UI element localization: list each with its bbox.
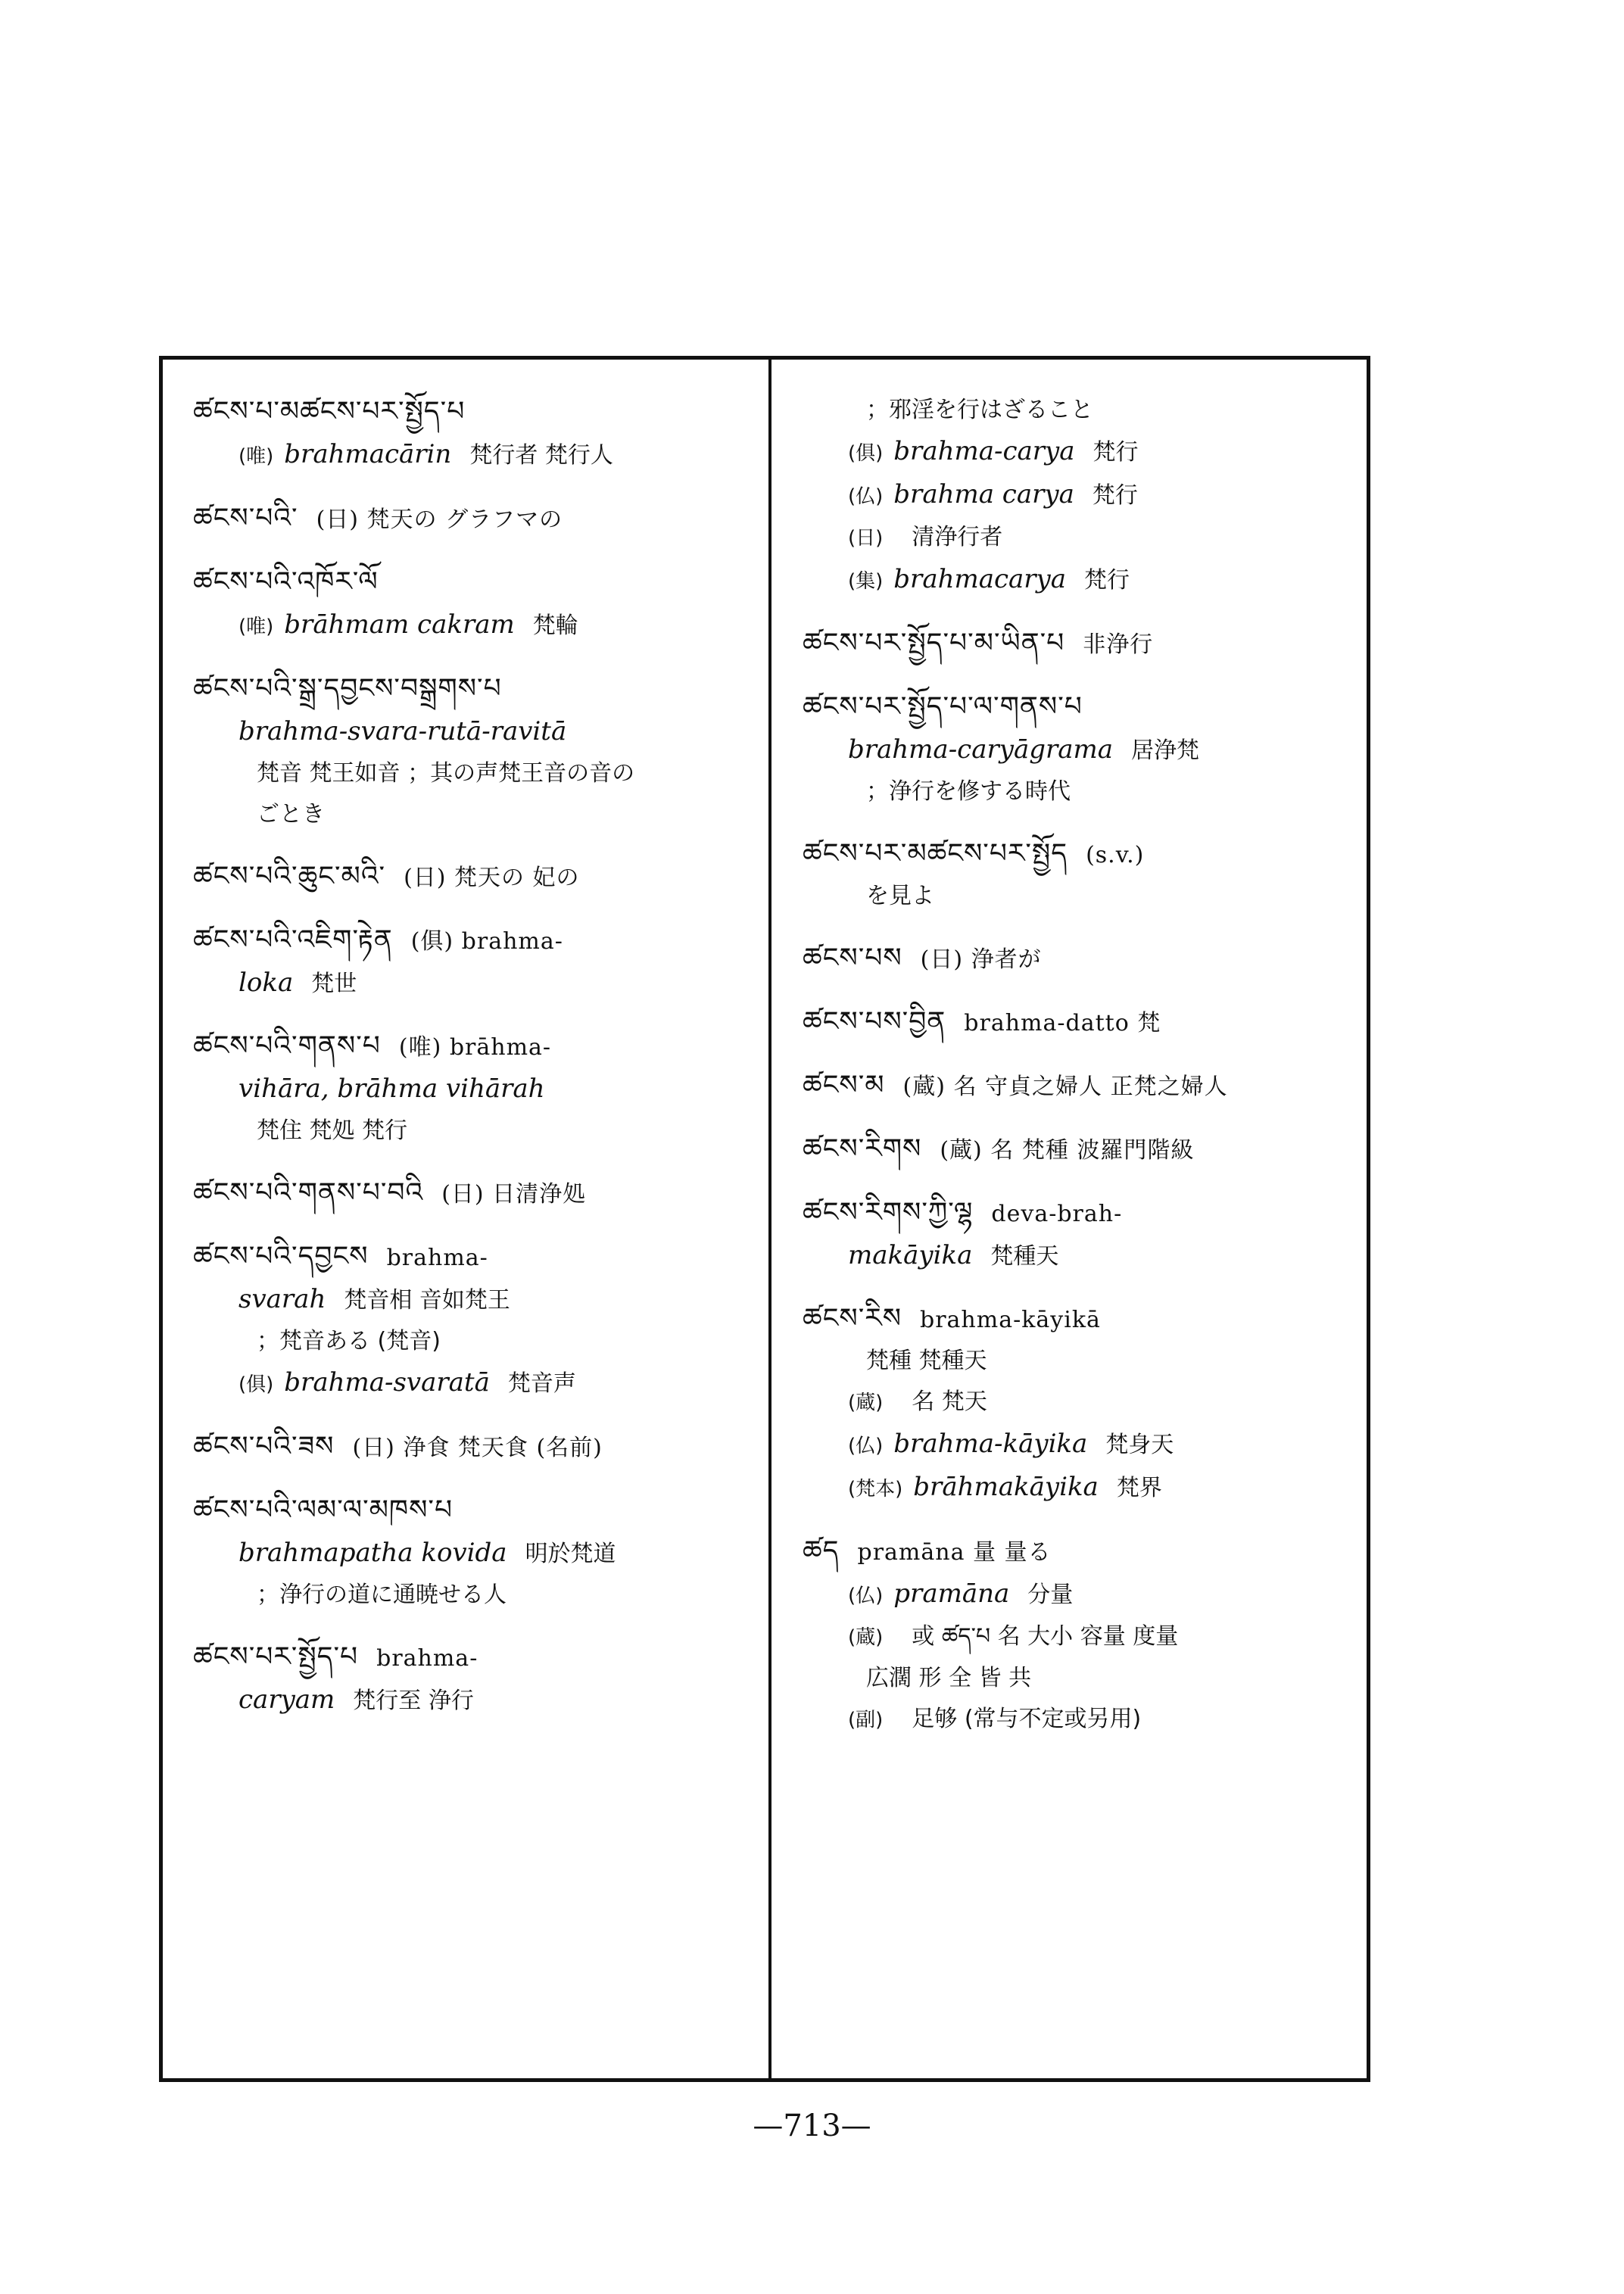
japanese-gloss: 梵音 梵王如音 ；其の声梵王音の音の (257, 760, 635, 787)
definition-line (193, 1679, 768, 1722)
definition-line (803, 1616, 1378, 1658)
definition-line (193, 1068, 768, 1111)
entry-headword-line (193, 560, 768, 604)
left-column (193, 390, 768, 1741)
headword-gloss: pramāna 量 量る (857, 1539, 1052, 1566)
headword-gloss: (蔵) 名 梵種 波羅門階級 (940, 1137, 1195, 1164)
entry-headword-line (803, 1127, 1378, 1171)
entry-headword-line (193, 390, 768, 434)
japanese-gloss: 梵種 梵種天 (866, 1348, 987, 1374)
dictionary-entry (193, 918, 768, 1005)
definition-line (803, 1573, 1378, 1616)
headword-gloss: deva-brah- (991, 1201, 1123, 1227)
sanskrit-term: brahmapatha kovida (238, 1538, 507, 1568)
sanskrit-term: brahma-svara-rutā-ravitā (238, 716, 567, 746)
headword-gloss: brahma- (386, 1245, 488, 1271)
definition-line (803, 1699, 1378, 1741)
tibetan-headword: ཚངས་པའི་འཁོར་ལོ (193, 566, 379, 597)
sanskrit-term: makāyika (848, 1240, 973, 1270)
sanskrit-term: brahmacārin (284, 439, 452, 469)
dictionary-entry (803, 832, 1378, 917)
headword-gloss: (日) 浄食 梵天食 (名前) (352, 1435, 603, 1461)
headword-gloss: (日) 梵天の 妃の (404, 865, 580, 891)
definition-line (803, 1658, 1378, 1699)
headword-gloss: (俱) brahma- (410, 928, 563, 955)
entry-headword-line (803, 937, 1378, 980)
tibetan-headword: ཚངས་པའི་དབྱངས (193, 1241, 369, 1272)
japanese-gloss: ；梵音ある (梵音) (257, 1328, 441, 1354)
source-tag: (俱) (238, 1373, 274, 1396)
definition-line (193, 1532, 768, 1575)
headword-gloss: brahma-kāyikā (920, 1307, 1101, 1333)
entry-headword-line (803, 1297, 1378, 1341)
dictionary-entry (803, 1191, 1378, 1277)
dictionary-entry (193, 1635, 768, 1722)
sanskrit-term: caryam (238, 1685, 335, 1715)
dictionary-entry (193, 560, 768, 647)
entry-headword-line (803, 685, 1378, 729)
definition-line (803, 1382, 1378, 1423)
dictionary-entry (193, 1171, 768, 1215)
headword-gloss: (s.v.) (1086, 842, 1145, 868)
tibetan-headword: ཚངས་པའི་ (193, 503, 298, 534)
tibetan-headword: ཚངས་པར་མཚངས་པར་སྤྱོད (803, 838, 1068, 869)
entry-headword-line (193, 1024, 768, 1068)
definition-line (803, 517, 1378, 559)
japanese-gloss: ；浄行の道に通暁せる人 (257, 1582, 507, 1608)
column-divider (768, 360, 771, 2078)
source-tag: (仏) (848, 1585, 884, 1607)
headword-gloss: (唯) brāhma- (398, 1034, 552, 1061)
japanese-gloss: ごとき (257, 801, 325, 828)
dictionary-entry (803, 1000, 1378, 1044)
sanskrit-term: brāhmam cakram (284, 609, 515, 640)
dictionary-entry (193, 1235, 768, 1405)
entry-headword-line (193, 1425, 768, 1469)
definition-line (193, 1362, 768, 1405)
dictionary-entry (193, 1425, 768, 1469)
tibetan-headword: ཚངས་རིས (803, 1303, 902, 1334)
tibetan-headword: ཚངས་པའི་གནས་པ (193, 1030, 381, 1061)
dictionary-entry (193, 497, 768, 541)
sanskrit-term: pramāna (893, 1579, 1010, 1609)
dictionary-entry (803, 937, 1378, 980)
sanskrit-term: brahma-carya (893, 436, 1075, 466)
japanese-gloss: 梵行至 浄行 (353, 1688, 474, 1714)
definition-line (803, 474, 1378, 517)
japanese-gloss: 梵界 (1116, 1475, 1162, 1501)
japanese-gloss: 広濶 形 全 皆 共 (866, 1665, 1032, 1691)
entry-headword-line (193, 855, 768, 899)
dictionary-entry (803, 1529, 1378, 1741)
definition-line (193, 1279, 768, 1321)
entry-headword-line (803, 1064, 1378, 1108)
source-tag: (仏) (848, 1435, 884, 1457)
sanskrit-term: loka (238, 968, 294, 998)
tibetan-headword: ཚངས་པའི་ཆུང་མའི་ (193, 861, 386, 892)
right-column (803, 390, 1378, 1760)
japanese-gloss: ；邪淫を行はざること (866, 397, 1093, 423)
definition-line (803, 729, 1378, 771)
definition-line (803, 431, 1378, 474)
dictionary-entry (193, 1024, 768, 1152)
definition-line (803, 1235, 1378, 1277)
japanese-gloss: 居浄梵 (1131, 737, 1200, 764)
tibetan-headword: ཚངས་པར་སྤྱོད་པ་ལ་གནས་པ (803, 691, 1083, 722)
headword-gloss: (日) 日清浄処 (441, 1181, 587, 1208)
japanese-gloss: 梵世 (311, 971, 357, 997)
sanskrit-term: brahma-caryāgrama (848, 734, 1114, 765)
tibetan-headword: ཚངས་པས་བྱིན (803, 1006, 946, 1037)
tibetan-headword: ཚངས་པ་མཚངས་པར་སྤྱོད་པ (193, 396, 466, 427)
entry-headword-line (803, 622, 1378, 665)
source-tag: (仏) (848, 485, 884, 508)
source-tag: (日) (848, 527, 884, 550)
tibetan-headword: ཚངས་པས (803, 943, 902, 974)
headword-gloss: brahma-datto 梵 (964, 1010, 1161, 1036)
dictionary-entry (803, 1127, 1378, 1171)
japanese-gloss: ；浄行を修する時代 (866, 778, 1071, 805)
japanese-gloss: 梵身天 (1105, 1432, 1174, 1458)
dictionary-entry (803, 622, 1378, 665)
dictionary-entry (193, 667, 768, 835)
japanese-gloss: 清浄行者 (912, 524, 1003, 550)
entry-headword-line (803, 1529, 1378, 1573)
definition-line (193, 962, 768, 1005)
dictionary-entry (803, 685, 1378, 812)
japanese-gloss: 梵住 梵処 梵行 (257, 1117, 408, 1144)
definition-line (193, 604, 768, 647)
japanese-gloss: 明於梵道 (525, 1541, 616, 1567)
tibetan-headword: ཚངས་རིགས་ཀྱི་ལྷ (803, 1197, 974, 1228)
headword-gloss: (日) 梵天の グラフマの (316, 506, 563, 533)
japanese-gloss: を見よ (866, 883, 934, 909)
entry-headword-line (803, 1000, 1378, 1044)
tibetan-headword: ཚངས་པའི་ལམ་ལ་མཁས་པ (193, 1495, 454, 1526)
source-tag: (蔵) (848, 1626, 884, 1649)
dictionary-entry (193, 855, 768, 899)
tibetan-headword: ཚངས་པའི་ཟས (193, 1431, 335, 1462)
entry-headword-line (193, 1488, 768, 1532)
japanese-gloss: 梵行 (1093, 439, 1139, 466)
dictionary-entry (803, 1297, 1378, 1510)
japanese-gloss: 名 梵天 (912, 1389, 987, 1415)
dictionary-entry (193, 1488, 768, 1616)
dictionary-entry (803, 390, 1378, 602)
entry-headword-line (193, 1635, 768, 1679)
entry-headword-line (193, 918, 768, 962)
tibetan-headword: ཚངས་རིགས (803, 1133, 922, 1164)
sanskrit-term: brahma-svaratā (284, 1367, 490, 1398)
definition-line (803, 1466, 1378, 1510)
definition-line (193, 711, 768, 753)
definition-line (193, 1321, 768, 1362)
page-number: —713— (753, 2109, 871, 2143)
definition-line (193, 753, 768, 794)
headword-gloss: 非浄行 (1083, 631, 1154, 658)
source-tag: (唯) (238, 616, 274, 638)
japanese-gloss: 或 ཚད་པ 名 大小 容量 度量 (912, 1623, 1179, 1650)
definition-line (193, 794, 768, 835)
source-tag: (俱) (848, 442, 884, 465)
tibetan-headword: ཚངས་པའི་སྒྲ་དབྱངས་བསྒྲགས་པ (193, 673, 502, 704)
tibetan-headword: ཚངས་པའི་འཇིག་རྟེན (193, 924, 393, 955)
entry-headword-line (193, 1171, 768, 1215)
source-tag: (副) (848, 1709, 884, 1731)
tibetan-headword: ཚངས་པའི་གནས་པ་བའི (193, 1177, 424, 1208)
headword-gloss: brahma- (376, 1645, 478, 1672)
source-tag: (集) (848, 570, 884, 593)
sanskrit-term: vihāra, brāhma vihārah (238, 1074, 545, 1104)
definition-line (193, 434, 768, 477)
tibetan-headword: ཚངས་པར་སྤྱོད་པ་མ་ཡིན་པ (803, 628, 1065, 659)
japanese-gloss: 梵音相 音如梵王 (344, 1287, 510, 1314)
japanese-gloss: 梵輪 (532, 612, 578, 639)
japanese-gloss: 梵種天 (990, 1243, 1059, 1270)
headword-gloss: (日) 浄者が (920, 946, 1042, 973)
japanese-gloss: 分量 (1027, 1582, 1074, 1608)
dictionary-entry (803, 1064, 1378, 1108)
tibetan-headword: ཚད (803, 1535, 840, 1566)
japanese-gloss: 足够 (常与不定或另用) (912, 1706, 1142, 1732)
headword-gloss: (蔵) 名 守貞之婦人 正梵之婦人 (902, 1074, 1228, 1100)
sanskrit-term: brahma-kāyika (893, 1429, 1088, 1459)
dictionary-entry (193, 390, 768, 477)
sanskrit-term: brāhmakāyika (913, 1472, 1099, 1502)
entry-headword-line (193, 1235, 768, 1279)
definition-line (803, 1423, 1378, 1466)
definition-line (803, 876, 1378, 917)
sanskrit-term: brahmacarya (893, 564, 1067, 594)
entry-headword-line (193, 667, 768, 711)
entry-headword-line (803, 1191, 1378, 1235)
source-tag: (梵本) (848, 1478, 903, 1501)
definition-line (803, 1341, 1378, 1382)
japanese-gloss: 梵行者 梵行人 (469, 442, 613, 469)
japanese-gloss: 梵音声 (507, 1370, 576, 1397)
source-tag: (唯) (238, 445, 274, 468)
source-tag: (蔵) (848, 1392, 884, 1414)
entry-headword-line (193, 497, 768, 541)
entry-headword-line (803, 832, 1378, 876)
definition-line (193, 1575, 768, 1616)
definition-line (803, 390, 1378, 431)
sanskrit-term: svarah (238, 1284, 326, 1314)
definition-line (193, 1111, 768, 1152)
tibetan-headword: ཚངས་པར་སྤྱོད་པ (193, 1641, 359, 1672)
japanese-gloss: 梵行 (1084, 567, 1130, 594)
tibetan-headword: ཚངས་མ (803, 1070, 885, 1101)
definition-line (803, 559, 1378, 602)
dictionary-page-frame (159, 356, 1370, 2082)
definition-line (803, 771, 1378, 812)
japanese-gloss: 梵行 (1092, 482, 1138, 509)
sanskrit-term: brahma carya (893, 479, 1074, 510)
